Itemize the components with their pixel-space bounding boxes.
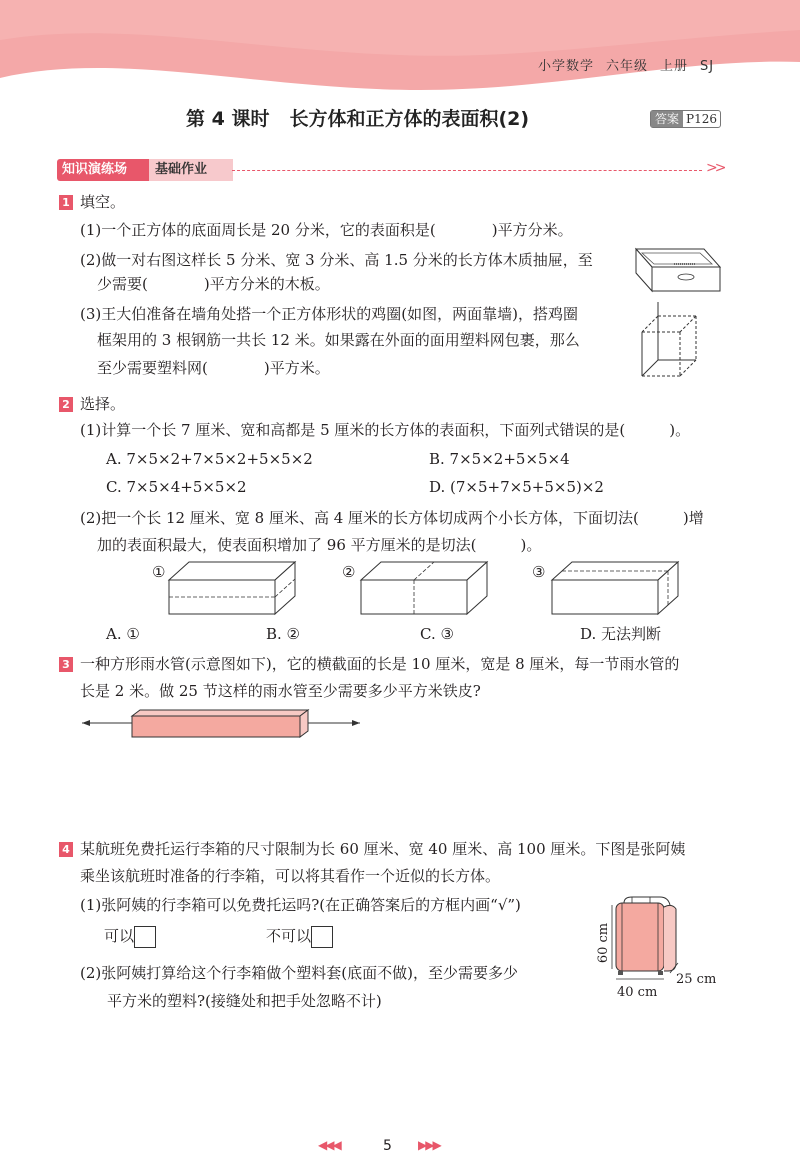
q4-no-checkbox[interactable] [311, 926, 333, 948]
header-volume: 上册 [660, 59, 689, 74]
q2-part2-option-a[interactable]: A. ① [106, 625, 140, 643]
q2-part1-option-b[interactable]: B. 7×5×2+5×5×4 [429, 450, 570, 468]
q2-part2-line1: (2)把一个长 12 厘米、宽 8 厘米、高 4 厘米的长方体切成两个小长方体，下面切法( )增 [80, 509, 704, 527]
q1-part1: (1)一个正方体的底面周长是 20 分米，它的表面积是( )平方分米。 [80, 221, 573, 239]
rain-pipe-figure [80, 708, 365, 740]
q1-part3-line2: 框架用的 3 根钢筋一共长 12 米。如果露在外面的面用塑料网包裹，那么 [97, 331, 580, 349]
q2-part2-line2: 加的表面积最大，使表面积增加了 96 平方厘米的是切法( )。 [97, 536, 542, 554]
cut-figure-2 [360, 560, 490, 616]
q2-part1-option-d[interactable]: D. (7×5+7×5+5×5)×2 [429, 478, 604, 496]
q1-part3-line1: (3)王大伯准备在墙角处搭一个正方体形状的鸡圈(如图，两面靠墙)，搭鸡圈 [80, 305, 578, 323]
q4-option-no: 不可以 [266, 926, 333, 948]
section-divider [232, 170, 702, 171]
suitcase-width-label: 25 cm [676, 972, 717, 987]
q4-line1: 某航班免费托运行李箱的尺寸限制为长 60 厘米、宽 40 厘米、高 100 厘米。下图是张阿姨 [80, 840, 686, 858]
page-number: 5 [383, 1138, 392, 1154]
header-grade: 六年级 [606, 59, 649, 74]
lesson-number: 第 4 课时 [186, 108, 270, 130]
header-edition: SJ [700, 59, 715, 74]
answer-label: 答案 [651, 111, 683, 127]
q2-part1-stem: (1)计算一个长 7 厘米、宽和高都是 5 厘米的长方体的表面积，下面列式错误的是( )。 [80, 421, 691, 439]
q2-part2-option-d[interactable]: D. 无法判断 [580, 625, 662, 643]
section-sub-label: 基础作业 [145, 159, 233, 181]
answer-page: P126 [686, 112, 717, 126]
question-number-3: 3 [59, 657, 73, 672]
drawer-figure [634, 247, 724, 292]
lesson-topic: 长方体和正方体的表面积(2) [289, 108, 530, 130]
q2-heading: 选择。 [80, 395, 126, 413]
prev-page-arrows-icon: ◀◀◀ [318, 1138, 340, 1152]
question-number-1: 1 [59, 195, 73, 210]
header-subject: 小学数学 [538, 59, 595, 74]
cut-label-3: ③ [532, 563, 546, 581]
q1-part2-line1: (2)做一对右图这样长 5 分米、宽 3 分米、高 1.5 分米的长方体木质抽屉，至 [80, 251, 593, 269]
q2-part2-option-c[interactable]: C. ③ [420, 625, 454, 643]
header-info [538, 55, 726, 74]
q1-part3-line3: 至少需要塑料网( )平方米。 [97, 359, 330, 377]
cut-label-2: ② [342, 563, 356, 581]
q4-option-yes: 可以 [104, 926, 156, 948]
q4-part1: (1)张阿姨的行李箱可以免费托运吗?(在正确答案后的方框内画“√”) [80, 896, 521, 914]
q4-part2-line1: (2)张阿姨打算给这个行李箱做个塑料套(底面不做)，至少需要多少 [80, 964, 518, 982]
header-band [0, 0, 800, 95]
page-title [186, 104, 529, 131]
section-label: 知识演练场 [57, 159, 149, 181]
q3-line1: 一种方形雨水管(示意图如下)，它的横截面的长是 10 厘米，宽是 8 厘米，每一节雨水管的 [80, 655, 680, 673]
cut-figure-3 [551, 560, 681, 616]
q3-line2: 长是 2 米。做 25 节这样的雨水管至少需要多少平方米铁皮? [80, 682, 481, 700]
suitcase-length-label: 40 cm [617, 985, 658, 1000]
q1-heading: 填空。 [80, 193, 126, 211]
question-number-4: 4 [59, 842, 73, 857]
q2-part1-option-c[interactable]: C. 7×5×4+5×5×2 [106, 478, 247, 496]
answer-reference [650, 110, 721, 128]
chevron-right-icon: >> [706, 160, 724, 176]
q2-part2-option-b[interactable]: B. ② [266, 625, 301, 643]
q4-yes-checkbox[interactable] [134, 926, 156, 948]
next-page-arrows-icon: ▶▶▶ [418, 1138, 440, 1152]
suitcase-height-label: 60 cm [596, 922, 611, 964]
chicken-coop-figure [638, 302, 698, 382]
q2-part1-option-a[interactable]: A. 7×5×2+7×5×2+5×5×2 [106, 450, 313, 468]
question-number-2: 2 [59, 397, 73, 412]
cut-figure-1 [168, 560, 298, 616]
q1-part2-line2: 少需要( )平方分米的木板。 [97, 275, 330, 293]
cut-label-1: ① [152, 563, 166, 581]
q4-part2-line2: 平方米的塑料?(接缝处和把手处忽略不计) [107, 992, 382, 1010]
q4-line2: 乘坐该航班时准备的行李箱，可以将其看作一个近似的长方体。 [80, 867, 501, 885]
